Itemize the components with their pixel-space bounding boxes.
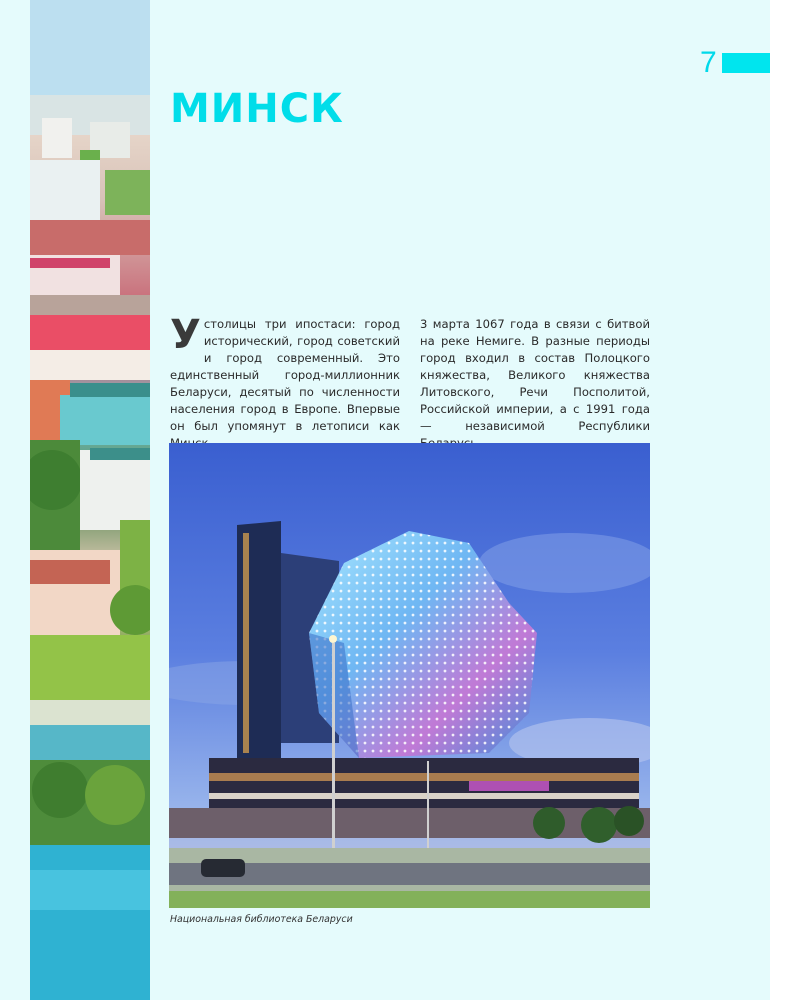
national-library-photo [169,443,650,908]
article-column-2: 3 марта 1067 года в связи с битвой на реке Немиге. В разные периоды город входил в состав Полоцкого княжества, Великого княжества Литовского, Речи Посполитой, Российской империи, а с 1991 года — независимой Республики [420,317,650,433]
drop-cap: У [170,312,201,358]
page-title: МИНСК [170,86,344,132]
article-column-1 [170,312,400,452]
column-1-text: столицы три ипостаси: город исторический, город советский и город современный. Это единственный город-миллионник Беларуси, десятый по численности населения город в Европе. Впервые он был упомянут в летописи как [170,317,400,433]
page-number: 7 [700,46,717,79]
national-library-image [169,443,650,908]
photo-caption: Национальная библиотека Беларуси [170,914,353,925]
city-panorama-strip [30,0,150,1000]
page-number-tab [722,53,770,73]
city-panorama-image [30,0,150,1000]
